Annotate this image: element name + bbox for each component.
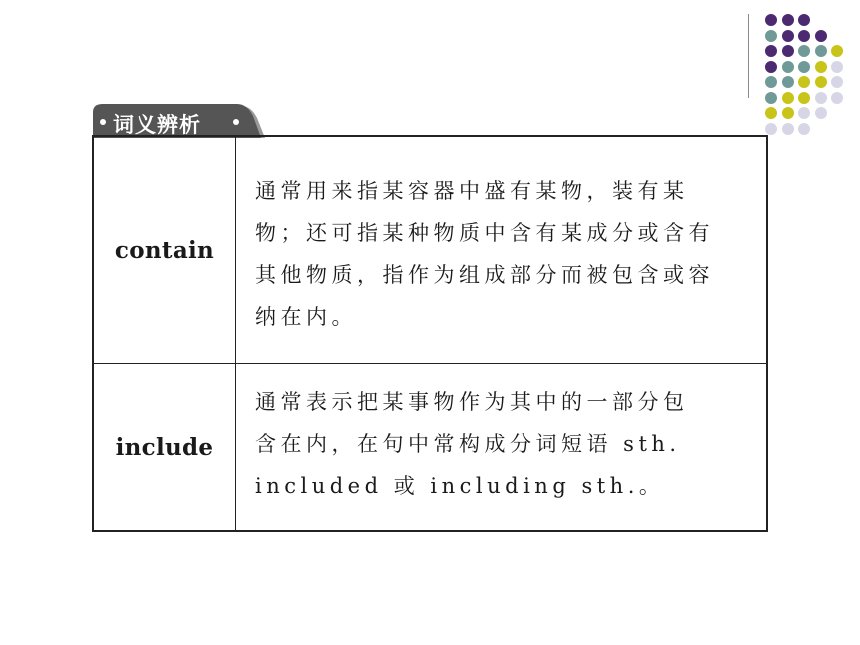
decorative-dot xyxy=(782,30,794,42)
definition-line: 通常表示把某事物作为其中的一部分包 xyxy=(255,390,689,414)
decorative-dot xyxy=(798,61,810,73)
corner-divider-line xyxy=(748,14,749,98)
decorative-dot xyxy=(765,107,777,119)
definition-line: 其他物质，指作为组成部分而被包含或容 xyxy=(255,263,714,287)
term-include: include xyxy=(115,434,214,461)
decorative-dot xyxy=(798,123,810,135)
decorative-dot xyxy=(831,45,843,57)
decorative-dot xyxy=(765,30,777,42)
decorative-dot xyxy=(765,61,777,73)
decorative-dot xyxy=(815,76,827,88)
decorative-dot xyxy=(765,76,777,88)
word-comparison-table xyxy=(92,135,768,532)
decorative-dot xyxy=(765,14,777,26)
term-contain: contain xyxy=(114,236,215,264)
decorative-dot xyxy=(765,92,777,104)
decorative-dot xyxy=(798,30,810,42)
decorative-dot xyxy=(798,76,810,88)
decorative-dot xyxy=(798,45,810,57)
definition-line: 纳在内。 xyxy=(255,305,357,329)
table-row-include xyxy=(94,363,766,531)
decorative-dot xyxy=(782,123,794,135)
definition-line: 通常用来指某容器中盛有某物，装有某 xyxy=(255,179,689,203)
term-cell xyxy=(94,364,236,531)
corner-dot-grid xyxy=(763,12,853,138)
decorative-dot xyxy=(815,45,827,57)
term-cell xyxy=(94,137,236,363)
decorative-dot xyxy=(815,61,827,73)
decorative-dot xyxy=(815,30,827,42)
decorative-dot xyxy=(815,107,827,119)
decorative-dot xyxy=(765,45,777,57)
decorative-dot xyxy=(782,14,794,26)
decorative-dot xyxy=(782,61,794,73)
definition-line: 含在内，在句中常构成分词短语 sth. xyxy=(255,432,681,456)
decorative-dot xyxy=(831,76,843,88)
decorative-dot xyxy=(798,14,810,26)
decorative-dot xyxy=(765,123,777,135)
decorative-dot xyxy=(782,45,794,57)
table-row-contain xyxy=(94,137,766,363)
definition-include xyxy=(255,381,750,507)
definition-line: 物；还可指某种物质中含有某成分或含有 xyxy=(255,221,714,245)
definition-contain xyxy=(255,170,750,338)
decorative-dot xyxy=(782,76,794,88)
tab-title: 词义辨析 xyxy=(113,113,201,137)
decorative-dot xyxy=(782,92,794,104)
decorative-dot xyxy=(798,107,810,119)
decorative-dot xyxy=(831,92,843,104)
definition-cell xyxy=(236,137,766,363)
decorative-dot xyxy=(815,92,827,104)
tab-bullet-right xyxy=(233,119,239,125)
decorative-dot xyxy=(782,107,794,119)
decorative-dot xyxy=(831,61,843,73)
definition-cell xyxy=(236,364,766,531)
tab-bullet-left xyxy=(100,119,106,125)
decorative-dot xyxy=(798,92,810,104)
section-tab xyxy=(91,104,265,138)
definition-line: included 或 including sth.。 xyxy=(255,474,665,498)
